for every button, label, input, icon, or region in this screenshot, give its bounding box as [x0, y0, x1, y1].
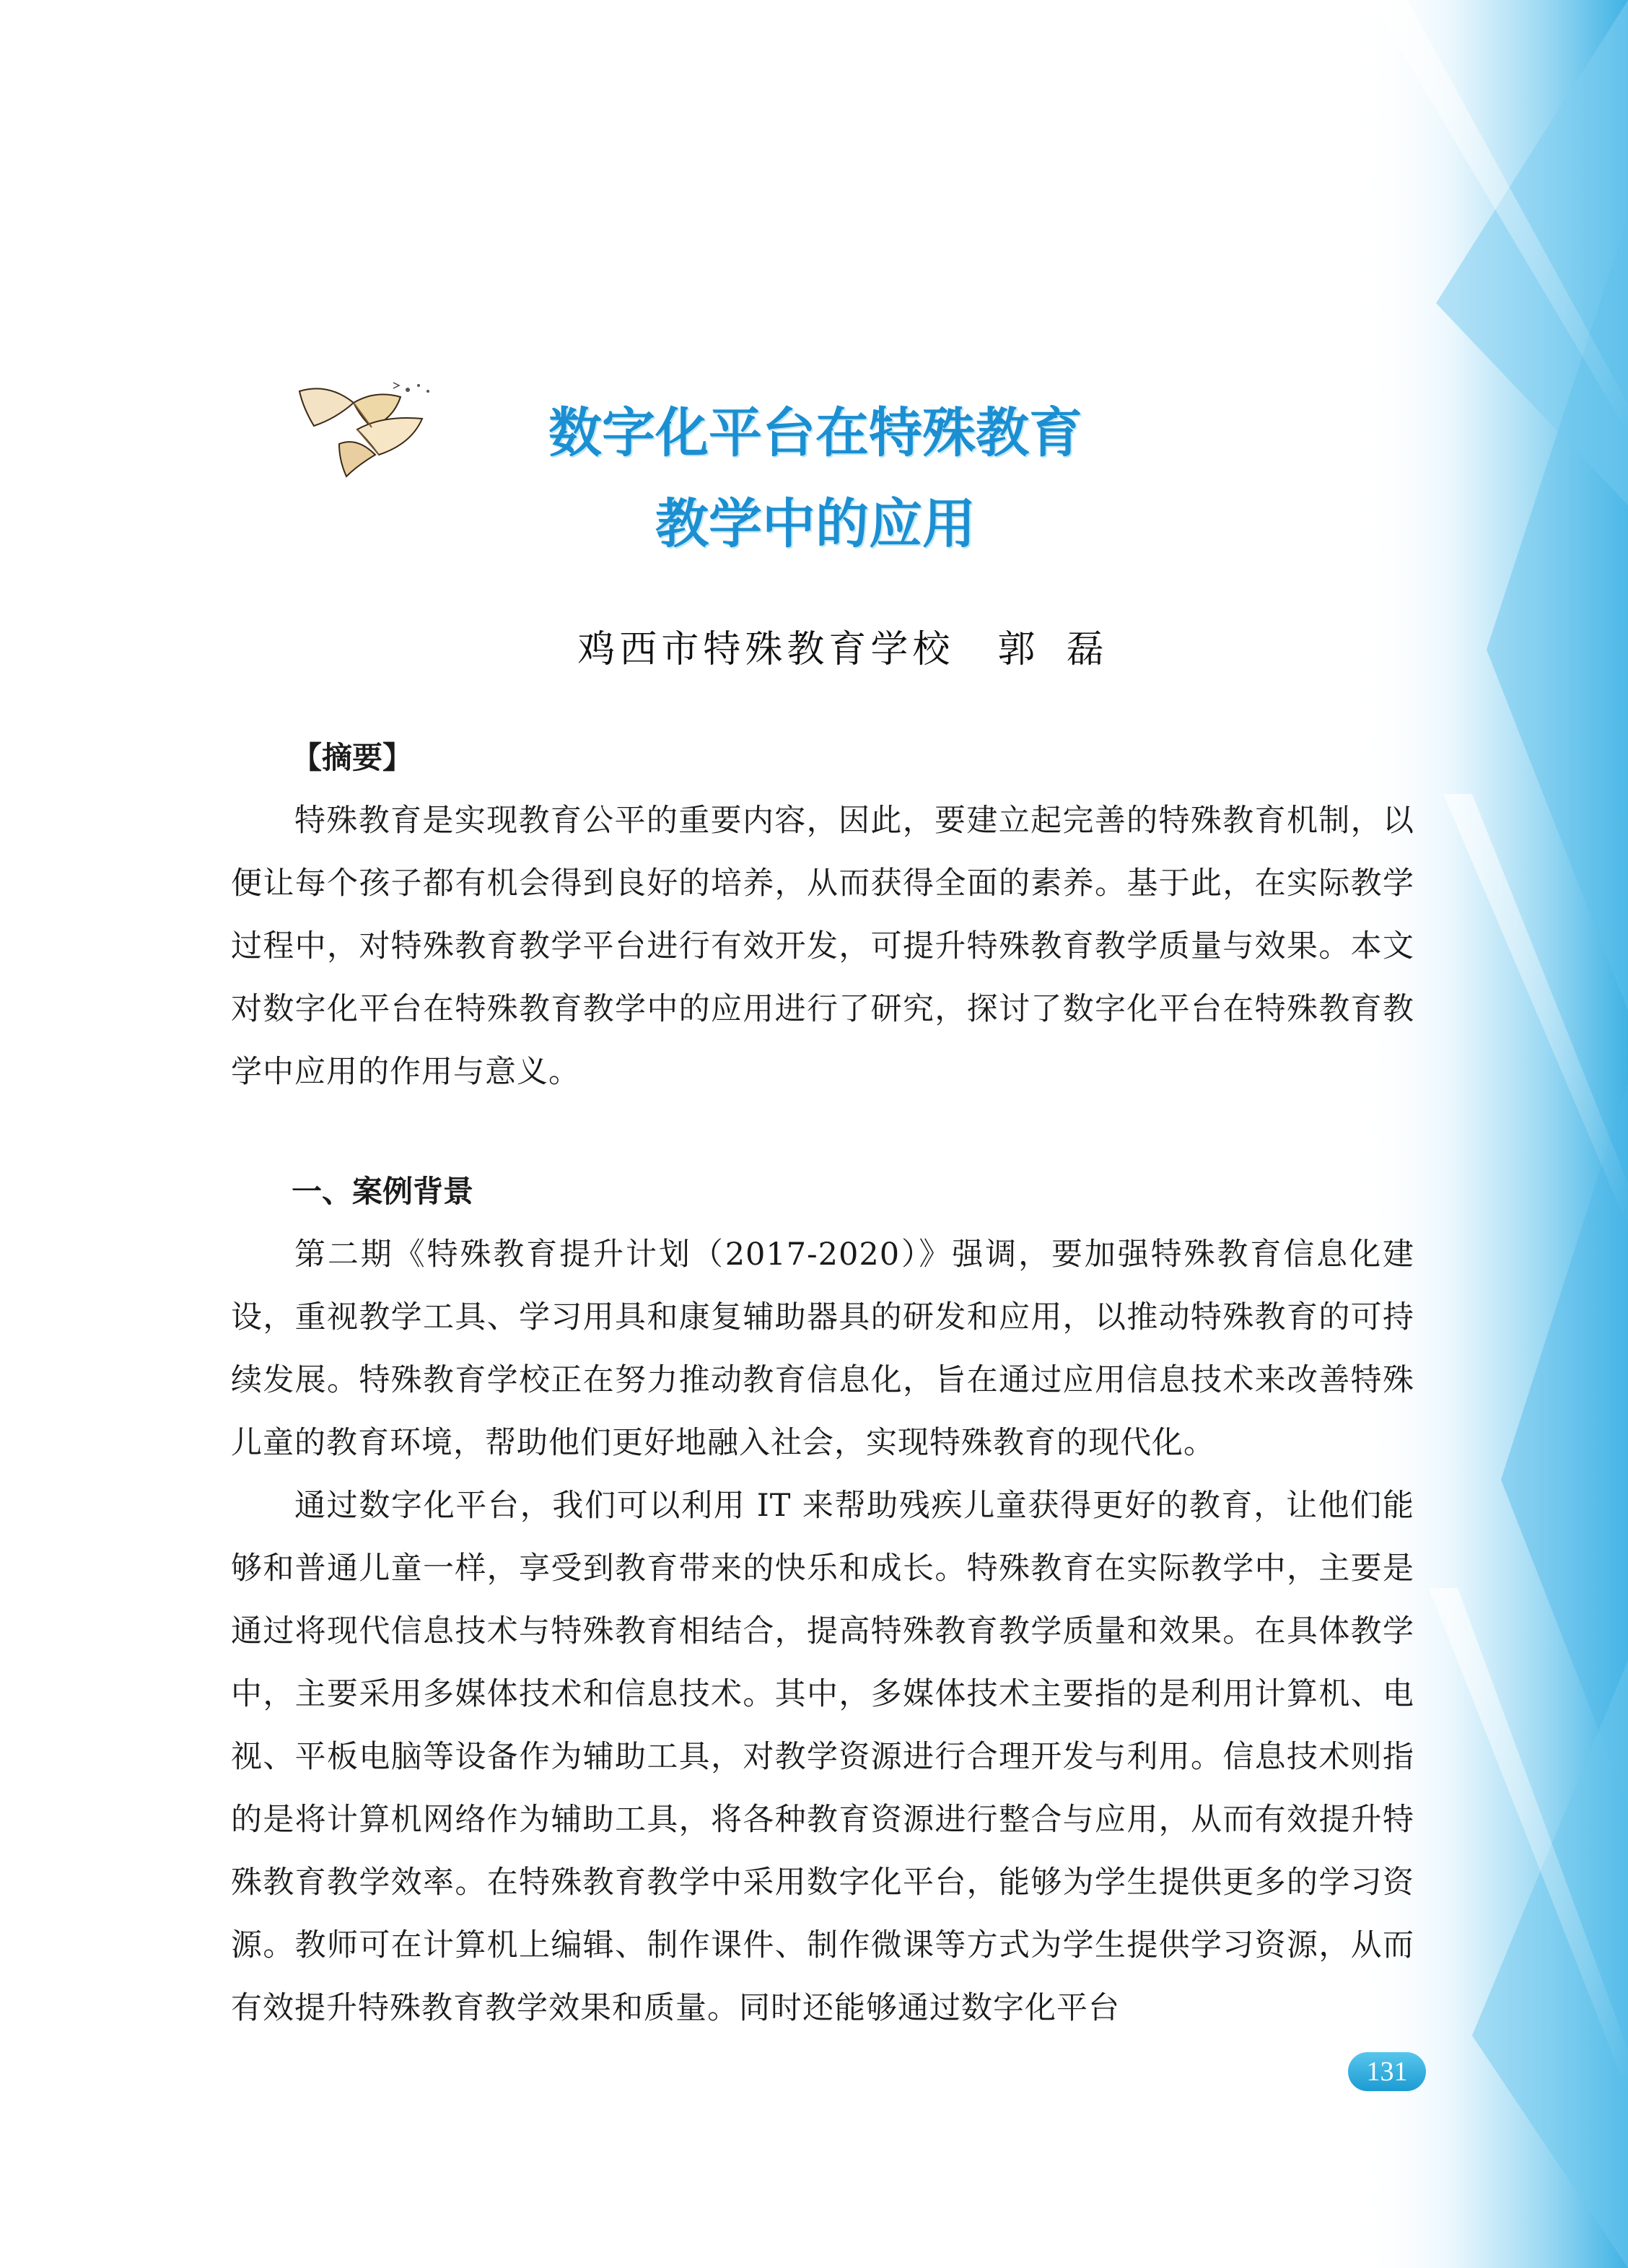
open-book-icon	[285, 375, 451, 484]
abstract-paragraph: 特殊教育是实现教育公平的重要内容，因此，要建立起完善的特殊教育机制，以便让每个孩子都有机会得到良好的培养，从而获得全面的素养。基于此，在实际教学过程中，对特殊教育教学平台进行有效开发，可提升特殊教育教学质量与效果。本文对数字化平台在特殊教育教学中的应用进行了研究，探讨了数字化平台在特殊教育教学中应用的作用与意义。	[231, 803, 1414, 1090]
author-name: 郭 磊	[997, 628, 1108, 671]
abstract-heading: 【摘要】	[292, 740, 413, 775]
author-line	[0, 621, 1628, 679]
author-school: 鸡西市特殊教育学校	[577, 628, 955, 671]
article-body	[231, 736, 1414, 2040]
page-number-badge: 131	[1348, 2052, 1426, 2091]
article-title-line-1: 数字化平台在特殊教育	[548, 402, 1082, 464]
body-paragraph: 第二期《特殊教育提升计划（2017-2020）》强调，要加强特殊教育信息化建设，重视教学工具、学习用具和康复辅助器具的研发和应用，以推动特殊教育的可持续发展。特殊教育学校正在努力推动教育信息化，旨在通过应用信息技术来改善特殊儿童的教育环境，帮助他们更好地融入社会，实现特殊教育的现代化。	[231, 1237, 1414, 1461]
article-title-line-2: 教学中的应用	[655, 493, 976, 555]
section-heading: 一、案例背景	[292, 1174, 474, 1209]
body-paragraph: 通过数字化平台，我们可以利用 IT 来帮助残疾儿童获得更好的教育，让他们能够和普通儿童一样，享受到教育带来的快乐和成长。特殊教育在实际教学中，主要是通过将现代信息技术与特殊教育相结合，提高特殊教育教学质量和效果。在具体教学中，主要采用多媒体技术和信息技术。其中，多媒体技术主要指的是利用计算机、电视、平板电脑等设备作为辅助工具，对教学资源进行合理开发与利用。信息技术则指的是将计算机网络作为辅助工具，将各种教育资源进行整合与应用，从而有效提升特殊教育教学效率。在特殊教育教学中采用数字化平台，能够为学生提供更多的学习资源。教师可在计算机上编辑、制作课件、制作微课等方式为学生提供学习资源，从而有效提升特殊教育教学效果和质量。同时还能够通过数字化平台	[231, 1488, 1414, 2026]
